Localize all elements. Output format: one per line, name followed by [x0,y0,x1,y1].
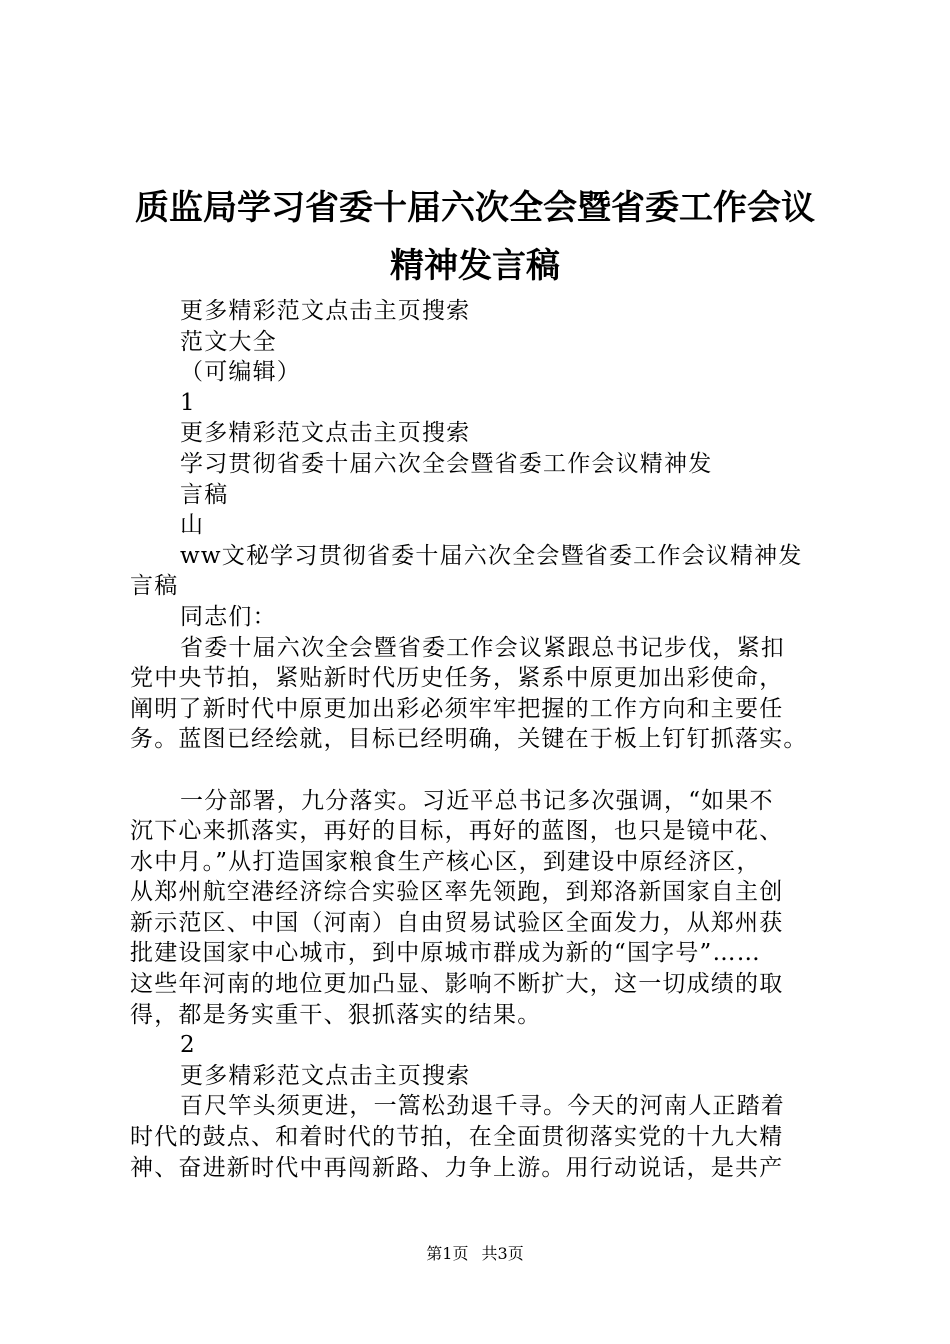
body-line: 学习贯彻省委十届六次全会暨省委工作会议精神发 [180,450,713,477]
body-line: 新示范区、中国（河南）自由贸易试验区全面发力，从郑州获 [130,909,784,936]
body-line: 党中央节拍，紧贴新时代历史任务，紧系中原更加出彩使命， [130,665,784,692]
body-line: 同志们： [180,603,277,630]
body-line: 时代的鼓点、和着时代的节拍，在全面贯彻落实党的十九大精 [130,1124,784,1151]
body-line: 更多精彩范文点击主页搜索 [180,420,471,447]
body-line: 神、奋进新时代中再闯新路、力争上游。用行动说话，是共产 [130,1154,784,1181]
body-line: 这些年河南的地位更加凸显、影响不断扩大，这一切成绩的取 [130,971,784,998]
body-line: 务。蓝图已经绘就，目标已经明确，关键在于板上钉钉抓落实。 [130,726,808,753]
body-line: 山 [180,512,205,539]
body-line: 言稿 [180,481,229,508]
body-line: 从郑州航空港经济综合实验区率先领跑，到郑洛新国家自主创 [130,879,784,906]
body-line: 言稿 [130,573,179,600]
body-line: 批建设国家中心城市，到中原城市群成为新的“国字号”…… [130,940,761,967]
body-line: 水中月。”从打造国家粮食生产核心区，到建设中原经济区， [130,848,761,875]
document-title-line-2: 精神发言稿 [390,246,560,286]
body-line: 2 [180,1032,196,1059]
body-line: 1 [180,389,196,416]
paragraph-gap [130,755,830,786]
page-footer [0,1244,950,1264]
body-line: （可编辑） [180,359,301,386]
document-title-line-1: 质监局学习省委十届六次全会暨省委工作会议 [135,188,815,228]
page-number: 第1页 [426,1244,469,1263]
body-line: 百尺竿头须更进，一篙松劲退千寻。今天的河南人正踏着 [180,1093,785,1120]
body-line: 沉下心来抓落实，再好的目标，再好的蓝图，也只是镜中花、 [130,818,784,845]
body-line: 范文大全 [180,328,277,355]
body-line: ww文秘学习贯彻省委十届六次全会暨省委工作会议精神发 [180,542,803,569]
document-body [130,296,830,1183]
body-line: 更多精彩范文点击主页搜索 [180,1062,471,1089]
body-line: 一分部署，九分落实。习近平总书记多次强调，“如果不 [180,787,774,814]
body-line: 省委十届六次全会暨省委工作会议紧跟总书记步伐，紧扣 [180,634,785,661]
page-total: 共3页 [481,1244,524,1263]
body-line: 得，都是务实重干、狠抓落实的结果。 [130,1001,542,1028]
body-line: 更多精彩范文点击主页搜索 [180,298,471,324]
body-line: 阐明了新时代中原更加出彩必须牢牢把握的工作方向和主要任 [130,695,784,722]
